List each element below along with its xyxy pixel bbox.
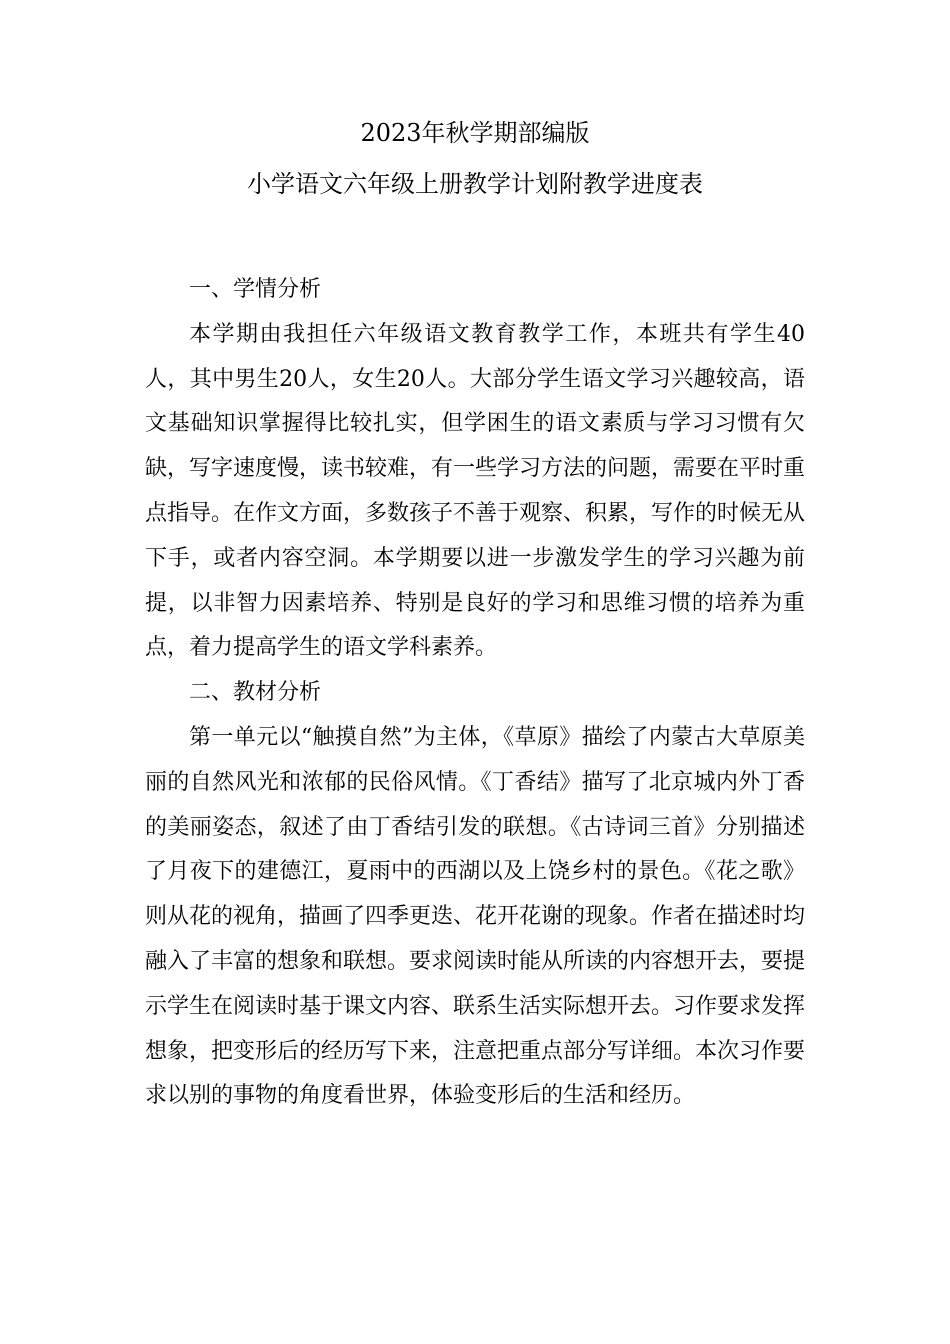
document-title-line-2: 小学语文六年级上册教学计划附教学进度表: [247, 170, 703, 198]
section-heading-learning-analysis: 一、学情分析: [189, 277, 322, 302]
document-body: [145, 268, 805, 1119]
document-title-line-1: 2023年秋学期部编版: [360, 119, 590, 147]
section-paragraph-textbook-analysis: 第一单元以“触摸自然”为主体，《草原》描绘了内蒙古大草原美丽的自然风光和浓郁的民俗风情。《丁香结》描写了北京城内外丁香的美丽姿态，叙述了由丁香结引发的联想。《古诗词三首》分别描述了月夜下的建德江，夏雨中的西湖以及上饶乡村的景色。《花之歌》则从花的视角，描画了四季更迭、花开花谢的现象。作者在描述时均融入了丰富的想象和联想。要求阅读时能从所读的内容想开去，要提示学生在阅读时基于课文内容、联系生活实际想开去。习作要求发挥想象，把变形后的经历写下来，注意把重点部分写详细。本次习作要求以别的事物的角度看世界，体验变形后的生活和经历。: [145, 724, 806, 1109]
section-paragraph-learning-analysis: 本学期由我担任六年级语文教育教学工作，本班共有学生40人，其中男生20人，女生20人。大部分学生语文学习兴趣较高，语文基础知识掌握得比较扎实，但学困生的语文素质与学习习惯有欠缺，写字速度慢，读书较难，有一些学习方法的问题，需要在平时重点指导。在作文方面，多数孩子不善于观察、积累，写作的时候无从下手，或者内容空洞。本学期要以进一步激发学生的学习兴趣为前提，以非智力因素培养、特别是良好的学习和思维习惯的培养为重点，着力提高学生的语文学科素养。: [145, 321, 806, 661]
section-heading-textbook-analysis: 二、教材分析: [189, 680, 322, 706]
